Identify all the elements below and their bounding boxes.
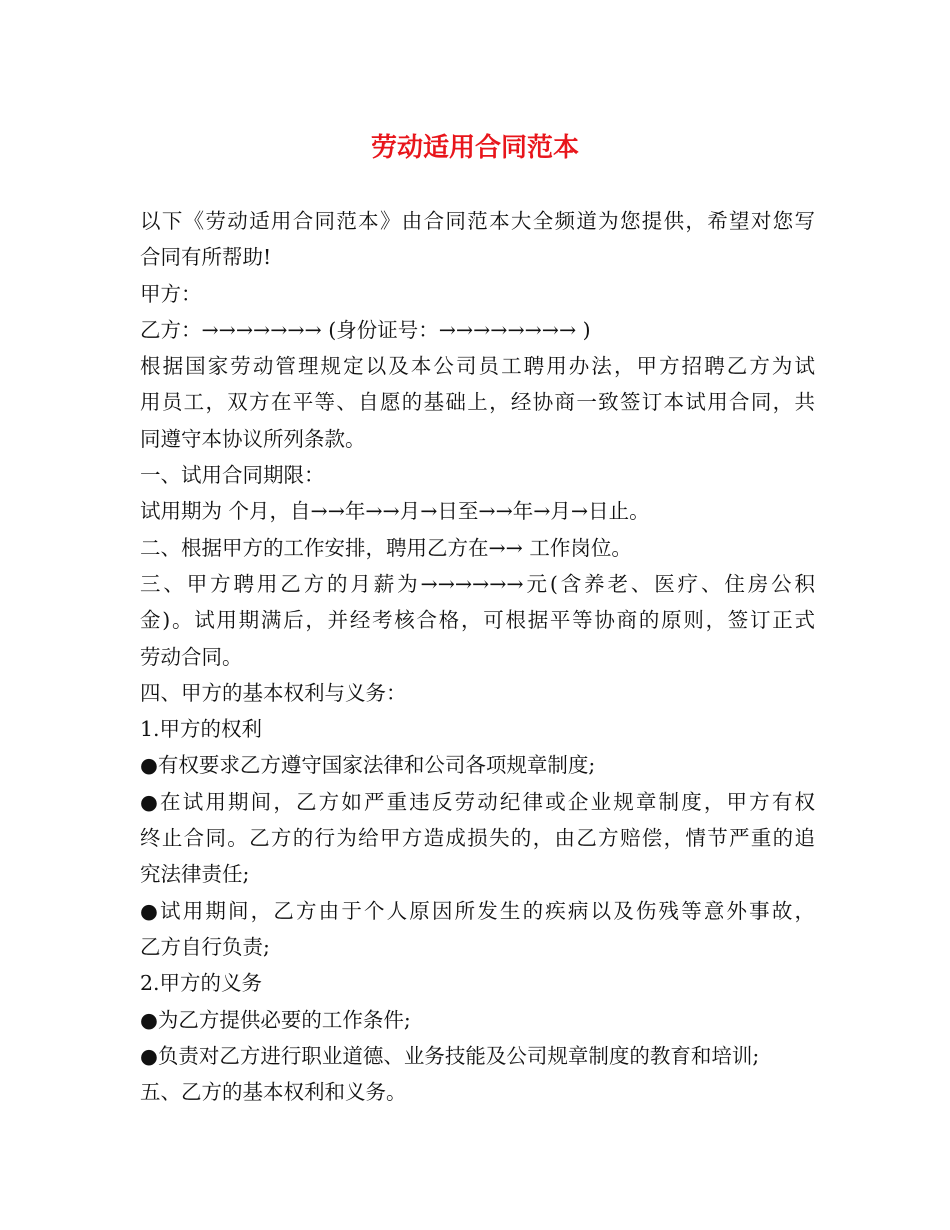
text-line: 三、甲方聘用乙方的月薪为→→→→→→元(含养老、医疗、住房公积 <box>140 571 815 596</box>
text-line: ●试用期间，乙方由于个人原因所发生的疾病以及伤残等意外事故， <box>140 898 815 923</box>
document-body <box>140 203 815 1110</box>
rights-item-3 <box>140 893 815 966</box>
text-line: 一、试用合同期限： <box>140 463 325 488</box>
text-line: ●负责对乙方进行职业道德、业务技能及公司规章制度的教育和培训; <box>140 1043 760 1068</box>
text-line: 四、甲方的基本权利与义务： <box>140 680 407 705</box>
duties-item-1 <box>140 1002 815 1038</box>
section-2-paragraph <box>140 530 815 566</box>
text-line: 试用期为 个月，自→→年→→月→日至→→年→月→日止。 <box>140 499 650 524</box>
party-b-line <box>140 312 815 348</box>
preamble-paragraph <box>140 348 815 457</box>
text-line: 二、根据甲方的工作安排，聘用乙方在→→ 工作岗位。 <box>140 535 632 560</box>
rights-item-2 <box>140 784 815 893</box>
party-a-duties-heading <box>140 965 815 1001</box>
text-line: ●在试用期间，乙方如严重违反劳动纪律或企业规章制度，甲方有权 <box>140 789 815 814</box>
text-line: 终止合同。乙方的行为给甲方造成损失的，由乙方赔偿，情节严重的追 <box>140 826 815 851</box>
text-line: ●为乙方提供必要的工作条件; <box>140 1007 411 1032</box>
text-line: 甲方： <box>140 281 202 306</box>
text-line: 乙方：→→→→→→→ (身份证号：→→→→→→→→ ) <box>140 317 591 342</box>
probation-period-line <box>140 493 815 529</box>
text-line: 1.甲方的权利 <box>140 717 263 742</box>
text-line: 劳动合同。 <box>140 644 243 669</box>
intro-paragraph <box>140 203 815 276</box>
text-line: ●有权要求乙方遵守国家法律和公司各项规章制度; <box>140 753 596 778</box>
text-line: 合同有所帮助! <box>140 245 272 270</box>
party-a-line <box>140 276 815 312</box>
text-line: 五、乙方的基本权利和义务。 <box>140 1080 407 1105</box>
rights-item-1 <box>140 747 815 783</box>
section-3-paragraph <box>140 566 815 675</box>
section-5-heading <box>140 1074 815 1110</box>
text-line: 根据国家劳动管理规定以及本公司员工聘用办法，甲方招聘乙方为试 <box>140 354 815 379</box>
text-line: 用员工，双方在平等、自愿的基础上，经协商一致签订本试用合同，共 <box>140 390 815 415</box>
text-line: 究法律责任; <box>140 862 250 887</box>
section-1-heading <box>140 457 815 493</box>
text-line: 2.甲方的义务 <box>140 971 263 996</box>
party-a-rights-heading <box>140 711 815 747</box>
duties-item-2 <box>140 1038 815 1074</box>
section-4-heading <box>140 675 815 711</box>
text-line: 乙方自行负责; <box>140 934 270 959</box>
text-line: 同遵守本协议所列条款。 <box>140 426 366 451</box>
document-title: 劳动适用合同范本 <box>370 133 579 163</box>
text-line: 金)。试用期满后，并经考核合格，可根据平等协商的原则，签订正式 <box>140 608 815 633</box>
text-line: 以下《劳动适用合同范本》由合同范本大全频道为您提供，希望对您写 <box>140 209 815 233</box>
